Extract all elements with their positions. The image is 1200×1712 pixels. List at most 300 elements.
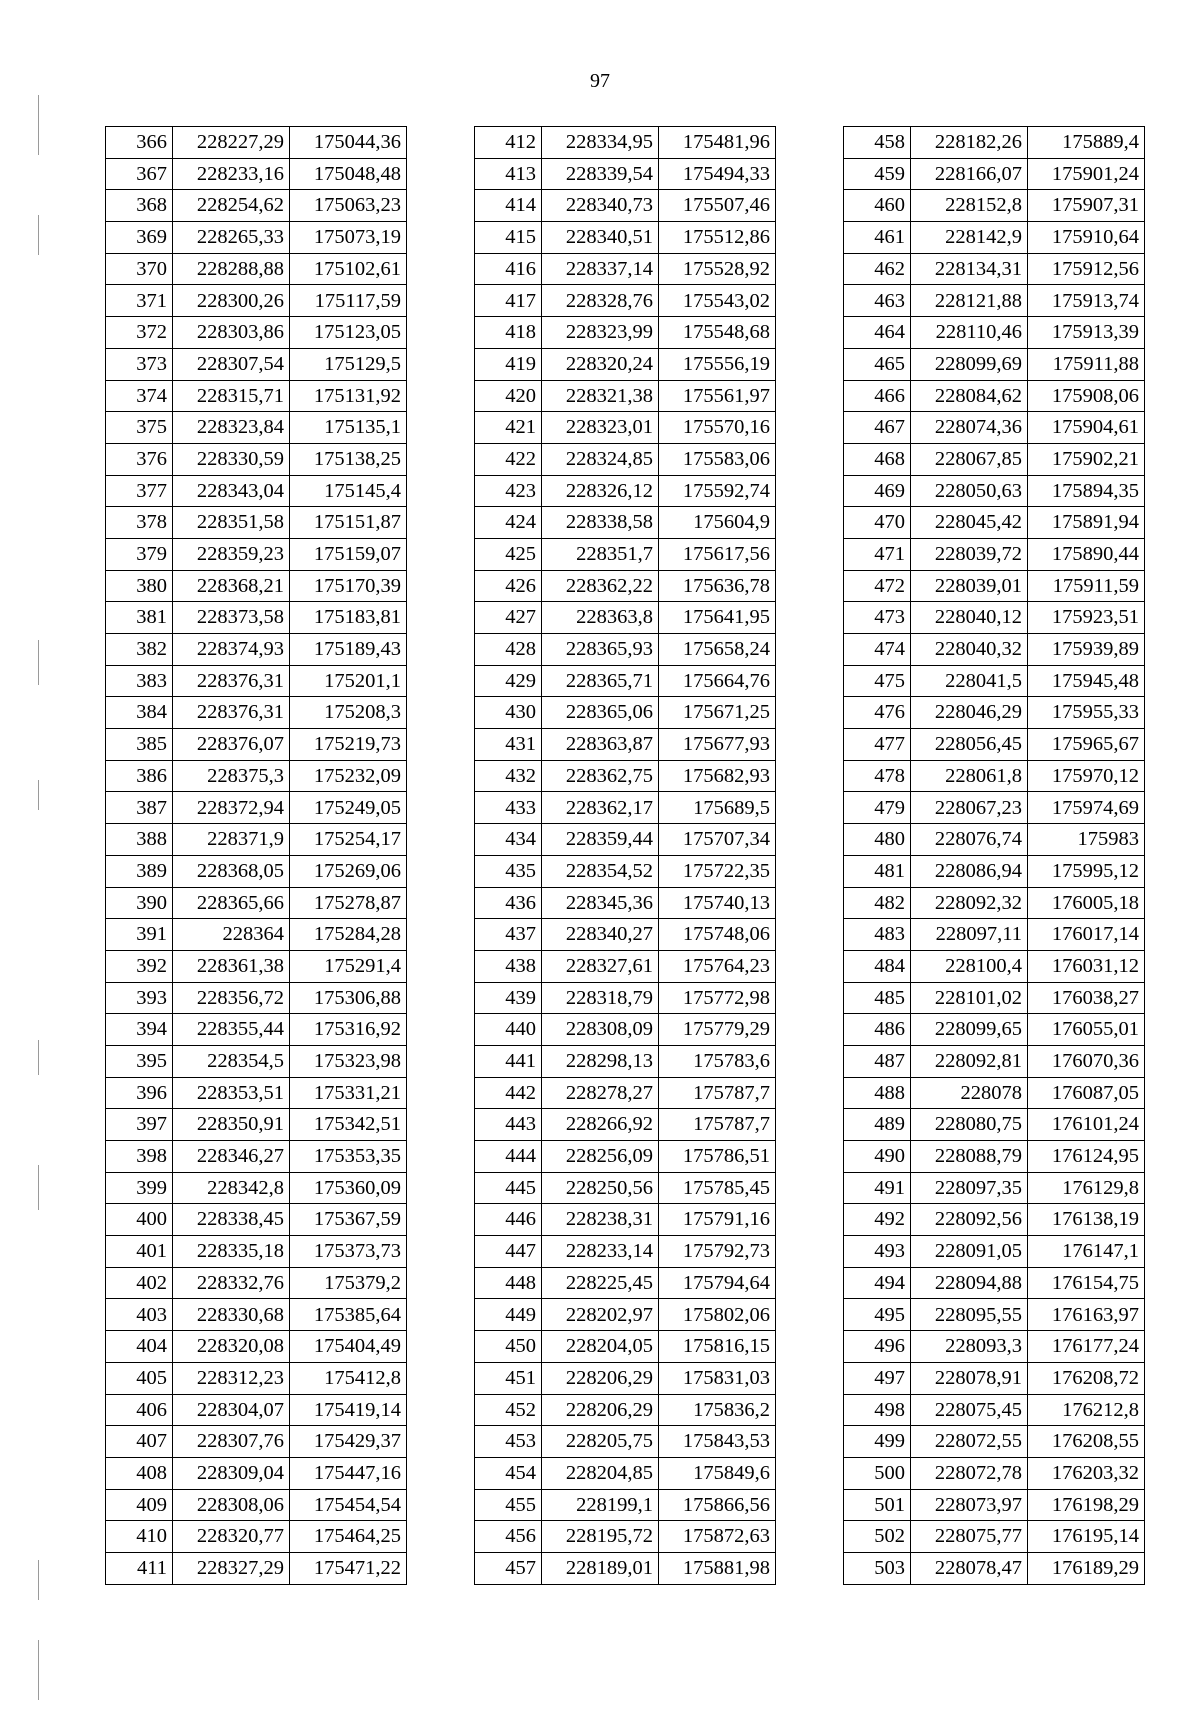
- point-number-cell: 468: [844, 443, 911, 475]
- y-coordinate-cell: 175494,33: [659, 158, 776, 190]
- point-number-cell: 396: [106, 1077, 173, 1109]
- x-coordinate-cell: 228340,27: [542, 919, 659, 951]
- x-coordinate-cell: 228320,24: [542, 348, 659, 380]
- x-coordinate-cell: 228225,45: [542, 1267, 659, 1299]
- x-coordinate-cell: 228338,58: [542, 507, 659, 539]
- y-coordinate-cell: 175249,05: [290, 792, 407, 824]
- y-coordinate-cell: 175786,51: [659, 1141, 776, 1173]
- point-number-cell: 486: [844, 1014, 911, 1046]
- table-row: [475, 253, 776, 285]
- y-coordinate-cell: 175682,93: [659, 760, 776, 792]
- point-number-cell: 483: [844, 919, 911, 951]
- table-row: [475, 950, 776, 982]
- table-row: [844, 380, 1145, 412]
- point-number-cell: 450: [475, 1331, 542, 1363]
- point-number-cell: 374: [106, 380, 173, 412]
- point-number-cell: 484: [844, 950, 911, 982]
- point-number-cell: 496: [844, 1331, 911, 1363]
- point-number-cell: 388: [106, 824, 173, 856]
- table-row: [106, 158, 407, 190]
- table-row: [844, 729, 1145, 761]
- point-number-cell: 430: [475, 697, 542, 729]
- table-row: [475, 1172, 776, 1204]
- y-coordinate-cell: 175902,21: [1028, 443, 1145, 475]
- y-coordinate-cell: 175677,93: [659, 729, 776, 761]
- x-coordinate-cell: 228088,79: [911, 1141, 1028, 1173]
- y-coordinate-cell: 175159,07: [290, 538, 407, 570]
- x-coordinate-cell: 228080,75: [911, 1109, 1028, 1141]
- point-number-cell: 466: [844, 380, 911, 412]
- y-coordinate-cell: 175232,09: [290, 760, 407, 792]
- x-coordinate-cell: 228330,68: [173, 1299, 290, 1331]
- table-row: [475, 1236, 776, 1268]
- x-coordinate-cell: 228343,04: [173, 475, 290, 507]
- table-row: [106, 729, 407, 761]
- x-coordinate-cell: 228364: [173, 919, 290, 951]
- x-coordinate-cell: 228359,44: [542, 824, 659, 856]
- point-number-cell: 438: [475, 950, 542, 982]
- point-number-cell: 385: [106, 729, 173, 761]
- x-coordinate-cell: 228340,73: [542, 190, 659, 222]
- y-coordinate-cell: 175353,35: [290, 1141, 407, 1173]
- point-number-cell: 366: [106, 127, 173, 159]
- table-row: [106, 475, 407, 507]
- table-row: [106, 570, 407, 602]
- x-coordinate-cell: 228362,17: [542, 792, 659, 824]
- y-coordinate-cell: 175464,25: [290, 1521, 407, 1553]
- table-row: [106, 1045, 407, 1077]
- point-number-cell: 456: [475, 1521, 542, 1553]
- table-row: [475, 1394, 776, 1426]
- x-coordinate-cell: 228371,9: [173, 824, 290, 856]
- x-coordinate-cell: 228340,51: [542, 222, 659, 254]
- x-coordinate-cell: 228376,07: [173, 729, 290, 761]
- table-row: [475, 1014, 776, 1046]
- table-row: [844, 634, 1145, 666]
- y-coordinate-cell: 175664,76: [659, 665, 776, 697]
- point-number-cell: 499: [844, 1426, 911, 1458]
- table-row: [475, 634, 776, 666]
- point-number-cell: 434: [475, 824, 542, 856]
- table-row: [844, 602, 1145, 634]
- point-number-cell: 384: [106, 697, 173, 729]
- y-coordinate-cell: 175965,67: [1028, 729, 1145, 761]
- y-coordinate-cell: 175785,45: [659, 1172, 776, 1204]
- point-number-cell: 406: [106, 1394, 173, 1426]
- y-coordinate-cell: 175507,46: [659, 190, 776, 222]
- point-number-cell: 397: [106, 1109, 173, 1141]
- point-number-cell: 405: [106, 1362, 173, 1394]
- x-coordinate-cell: 228076,74: [911, 824, 1028, 856]
- table-row: [475, 507, 776, 539]
- table-row: [106, 127, 407, 159]
- point-number-cell: 423: [475, 475, 542, 507]
- x-coordinate-cell: 228354,52: [542, 855, 659, 887]
- table-row: [844, 443, 1145, 475]
- x-coordinate-cell: 228040,12: [911, 602, 1028, 634]
- x-coordinate-cell: 228346,27: [173, 1141, 290, 1173]
- point-number-cell: 441: [475, 1045, 542, 1077]
- point-number-cell: 492: [844, 1204, 911, 1236]
- x-coordinate-cell: 228288,88: [173, 253, 290, 285]
- point-number-cell: 448: [475, 1267, 542, 1299]
- point-number-cell: 469: [844, 475, 911, 507]
- x-coordinate-cell: 228265,33: [173, 222, 290, 254]
- point-number-cell: 473: [844, 602, 911, 634]
- table-row: [475, 982, 776, 1014]
- table-row: [844, 570, 1145, 602]
- table-row: [106, 792, 407, 824]
- table-row: [106, 887, 407, 919]
- point-number-cell: 455: [475, 1489, 542, 1521]
- x-coordinate-cell: 228091,05: [911, 1236, 1028, 1268]
- x-coordinate-cell: 228320,77: [173, 1521, 290, 1553]
- x-coordinate-cell: 228376,31: [173, 665, 290, 697]
- point-number-cell: 431: [475, 729, 542, 761]
- y-coordinate-cell: 175904,61: [1028, 412, 1145, 444]
- x-coordinate-cell: 228315,71: [173, 380, 290, 412]
- x-coordinate-cell: 228375,3: [173, 760, 290, 792]
- y-coordinate-cell: 175447,16: [290, 1457, 407, 1489]
- x-coordinate-cell: 228086,94: [911, 855, 1028, 887]
- y-coordinate-cell: 175894,35: [1028, 475, 1145, 507]
- y-coordinate-cell: 175570,16: [659, 412, 776, 444]
- x-coordinate-cell: 228199,1: [542, 1489, 659, 1521]
- table-row: [106, 1267, 407, 1299]
- point-number-cell: 373: [106, 348, 173, 380]
- table-row: [844, 982, 1145, 1014]
- y-coordinate-cell: 175913,39: [1028, 317, 1145, 349]
- x-coordinate-cell: 228206,29: [542, 1394, 659, 1426]
- y-coordinate-cell: 176005,18: [1028, 887, 1145, 919]
- point-number-cell: 426: [475, 570, 542, 602]
- x-coordinate-cell: 228166,07: [911, 158, 1028, 190]
- y-coordinate-cell: 175583,06: [659, 443, 776, 475]
- point-number-cell: 383: [106, 665, 173, 697]
- x-coordinate-cell: 228337,14: [542, 253, 659, 285]
- point-number-cell: 488: [844, 1077, 911, 1109]
- x-coordinate-cell: 228300,26: [173, 285, 290, 317]
- y-coordinate-cell: 175512,86: [659, 222, 776, 254]
- x-coordinate-cell: 228204,05: [542, 1331, 659, 1363]
- point-number-cell: 440: [475, 1014, 542, 1046]
- point-number-cell: 407: [106, 1426, 173, 1458]
- point-number-cell: 408: [106, 1457, 173, 1489]
- table-row: [106, 190, 407, 222]
- y-coordinate-cell: 175201,1: [290, 665, 407, 697]
- table-row: [106, 253, 407, 285]
- table-row: [475, 1426, 776, 1458]
- x-coordinate-cell: 228354,5: [173, 1045, 290, 1077]
- point-number-cell: 417: [475, 285, 542, 317]
- x-coordinate-cell: 228238,31: [542, 1204, 659, 1236]
- y-coordinate-cell: 175548,68: [659, 317, 776, 349]
- x-coordinate-cell: 228100,4: [911, 950, 1028, 982]
- point-number-cell: 503: [844, 1552, 911, 1584]
- x-coordinate-cell: 228368,05: [173, 855, 290, 887]
- x-coordinate-cell: 228134,31: [911, 253, 1028, 285]
- coordinates-table-3: [843, 126, 1145, 1585]
- table-row: [844, 127, 1145, 159]
- point-number-cell: 497: [844, 1362, 911, 1394]
- x-coordinate-cell: 228067,85: [911, 443, 1028, 475]
- x-coordinate-cell: 228195,72: [542, 1521, 659, 1553]
- point-number-cell: 395: [106, 1045, 173, 1077]
- table-row: [475, 570, 776, 602]
- x-coordinate-cell: 228233,16: [173, 158, 290, 190]
- table-row: [106, 1457, 407, 1489]
- point-number-cell: 420: [475, 380, 542, 412]
- table-row: [844, 317, 1145, 349]
- y-coordinate-cell: 175748,06: [659, 919, 776, 951]
- point-number-cell: 422: [475, 443, 542, 475]
- y-coordinate-cell: 175816,15: [659, 1331, 776, 1363]
- x-coordinate-cell: 228363,87: [542, 729, 659, 761]
- y-coordinate-cell: 175802,06: [659, 1299, 776, 1331]
- table-row: [475, 1299, 776, 1331]
- x-coordinate-cell: 228373,58: [173, 602, 290, 634]
- point-number-cell: 432: [475, 760, 542, 792]
- x-coordinate-cell: 228039,01: [911, 570, 1028, 602]
- y-coordinate-cell: 175481,96: [659, 127, 776, 159]
- x-coordinate-cell: 228323,01: [542, 412, 659, 444]
- point-number-cell: 380: [106, 570, 173, 602]
- table-row: [844, 919, 1145, 951]
- y-coordinate-cell: 175787,7: [659, 1109, 776, 1141]
- table-row: [475, 1552, 776, 1584]
- point-number-cell: 418: [475, 317, 542, 349]
- table-row: [475, 348, 776, 380]
- point-number-cell: 445: [475, 1172, 542, 1204]
- x-coordinate-cell: 228323,99: [542, 317, 659, 349]
- table-row: [844, 1014, 1145, 1046]
- y-coordinate-cell: 175791,16: [659, 1204, 776, 1236]
- x-coordinate-cell: 228078,47: [911, 1552, 1028, 1584]
- y-coordinate-cell: 175740,13: [659, 887, 776, 919]
- table-row: [844, 1141, 1145, 1173]
- point-number-cell: 487: [844, 1045, 911, 1077]
- y-coordinate-cell: 176138,19: [1028, 1204, 1145, 1236]
- y-coordinate-cell: 175063,23: [290, 190, 407, 222]
- y-coordinate-cell: 175907,31: [1028, 190, 1145, 222]
- y-coordinate-cell: 175866,56: [659, 1489, 776, 1521]
- table-row: [844, 760, 1145, 792]
- point-number-cell: 459: [844, 158, 911, 190]
- x-coordinate-cell: 228227,29: [173, 127, 290, 159]
- table-row: [106, 380, 407, 412]
- y-coordinate-cell: 175269,06: [290, 855, 407, 887]
- table-row: [106, 443, 407, 475]
- point-number-cell: 400: [106, 1204, 173, 1236]
- point-number-cell: 411: [106, 1552, 173, 1584]
- x-coordinate-cell: 228365,66: [173, 887, 290, 919]
- coordinates-table-1: [105, 126, 407, 1585]
- table-row: [475, 824, 776, 856]
- point-number-cell: 498: [844, 1394, 911, 1426]
- y-coordinate-cell: 175783,6: [659, 1045, 776, 1077]
- table-row: [475, 792, 776, 824]
- table-row: [844, 507, 1145, 539]
- y-coordinate-cell: 175889,4: [1028, 127, 1145, 159]
- y-coordinate-cell: 175831,03: [659, 1362, 776, 1394]
- point-number-cell: 471: [844, 538, 911, 570]
- table-row: [475, 1267, 776, 1299]
- table-row: [844, 1331, 1145, 1363]
- y-coordinate-cell: 176070,36: [1028, 1045, 1145, 1077]
- table-row: [106, 1552, 407, 1584]
- table-row: [106, 1362, 407, 1394]
- table-row: [475, 127, 776, 159]
- table-row: [106, 507, 407, 539]
- point-number-cell: 424: [475, 507, 542, 539]
- table-row: [106, 1014, 407, 1046]
- coordinates-table-2: [474, 126, 776, 1585]
- y-coordinate-cell: 175913,74: [1028, 285, 1145, 317]
- table-row: [106, 1172, 407, 1204]
- y-coordinate-cell: 175945,48: [1028, 665, 1145, 697]
- y-coordinate-cell: 175284,28: [290, 919, 407, 951]
- y-coordinate-cell: 175912,56: [1028, 253, 1145, 285]
- x-coordinate-cell: 228205,75: [542, 1426, 659, 1458]
- x-coordinate-cell: 228045,42: [911, 507, 1028, 539]
- table-row: [844, 887, 1145, 919]
- y-coordinate-cell: 176208,72: [1028, 1362, 1145, 1394]
- table-row: [106, 602, 407, 634]
- y-coordinate-cell: 176203,32: [1028, 1457, 1145, 1489]
- point-number-cell: 433: [475, 792, 542, 824]
- x-coordinate-cell: 228075,45: [911, 1394, 1028, 1426]
- point-number-cell: 475: [844, 665, 911, 697]
- y-coordinate-cell: 176147,1: [1028, 1236, 1145, 1268]
- point-number-cell: 409: [106, 1489, 173, 1521]
- x-coordinate-cell: 228256,09: [542, 1141, 659, 1173]
- point-number-cell: 428: [475, 634, 542, 666]
- point-number-cell: 457: [475, 1552, 542, 1584]
- x-coordinate-cell: 228323,84: [173, 412, 290, 444]
- x-coordinate-cell: 228353,51: [173, 1077, 290, 1109]
- point-number-cell: 419: [475, 348, 542, 380]
- table-row: [475, 412, 776, 444]
- x-coordinate-cell: 228330,59: [173, 443, 290, 475]
- table-row: [475, 158, 776, 190]
- table-row: [844, 1299, 1145, 1331]
- x-coordinate-cell: 228142,9: [911, 222, 1028, 254]
- x-coordinate-cell: 228303,86: [173, 317, 290, 349]
- point-number-cell: 379: [106, 538, 173, 570]
- table-row: [844, 665, 1145, 697]
- point-number-cell: 377: [106, 475, 173, 507]
- x-coordinate-cell: 228056,45: [911, 729, 1028, 761]
- y-coordinate-cell: 175617,56: [659, 538, 776, 570]
- point-number-cell: 404: [106, 1331, 173, 1363]
- x-coordinate-cell: 228266,92: [542, 1109, 659, 1141]
- point-number-cell: 390: [106, 887, 173, 919]
- y-coordinate-cell: 175794,64: [659, 1267, 776, 1299]
- x-coordinate-cell: 228365,71: [542, 665, 659, 697]
- y-coordinate-cell: 175331,21: [290, 1077, 407, 1109]
- table-row: [844, 285, 1145, 317]
- y-coordinate-cell: 175641,95: [659, 602, 776, 634]
- point-number-cell: 495: [844, 1299, 911, 1331]
- table-row: [475, 285, 776, 317]
- x-coordinate-cell: 228046,29: [911, 697, 1028, 729]
- table-row: [475, 729, 776, 761]
- point-number-cell: 393: [106, 982, 173, 1014]
- x-coordinate-cell: 228356,72: [173, 982, 290, 1014]
- x-coordinate-cell: 228298,13: [542, 1045, 659, 1077]
- point-number-cell: 413: [475, 158, 542, 190]
- y-coordinate-cell: 175910,64: [1028, 222, 1145, 254]
- point-number-cell: 491: [844, 1172, 911, 1204]
- point-number-cell: 394: [106, 1014, 173, 1046]
- y-coordinate-cell: 175291,4: [290, 950, 407, 982]
- y-coordinate-cell: 175419,14: [290, 1394, 407, 1426]
- point-number-cell: 462: [844, 253, 911, 285]
- y-coordinate-cell: 175131,92: [290, 380, 407, 412]
- table-row: [106, 950, 407, 982]
- x-coordinate-cell: 228308,09: [542, 1014, 659, 1046]
- point-number-cell: 443: [475, 1109, 542, 1141]
- x-coordinate-cell: 228152,8: [911, 190, 1028, 222]
- point-number-cell: 416: [475, 253, 542, 285]
- table-row: [475, 443, 776, 475]
- x-coordinate-cell: 228061,8: [911, 760, 1028, 792]
- x-coordinate-cell: 228074,36: [911, 412, 1028, 444]
- point-number-cell: 391: [106, 919, 173, 951]
- y-coordinate-cell: 175471,22: [290, 1552, 407, 1584]
- x-coordinate-cell: 228368,21: [173, 570, 290, 602]
- point-number-cell: 502: [844, 1521, 911, 1553]
- point-number-cell: 485: [844, 982, 911, 1014]
- point-number-cell: 470: [844, 507, 911, 539]
- point-number-cell: 481: [844, 855, 911, 887]
- y-coordinate-cell: 175779,29: [659, 1014, 776, 1046]
- x-coordinate-cell: 228318,79: [542, 982, 659, 1014]
- point-number-cell: 387: [106, 792, 173, 824]
- x-coordinate-cell: 228338,45: [173, 1204, 290, 1236]
- point-number-cell: 501: [844, 1489, 911, 1521]
- table-row: [844, 855, 1145, 887]
- x-coordinate-cell: 228204,85: [542, 1457, 659, 1489]
- table-row: [106, 1236, 407, 1268]
- point-number-cell: 472: [844, 570, 911, 602]
- point-number-cell: 381: [106, 602, 173, 634]
- point-number-cell: 493: [844, 1236, 911, 1268]
- y-coordinate-cell: 175843,53: [659, 1426, 776, 1458]
- x-coordinate-cell: 228332,76: [173, 1267, 290, 1299]
- x-coordinate-cell: 228327,29: [173, 1552, 290, 1584]
- x-coordinate-cell: 228321,38: [542, 380, 659, 412]
- x-coordinate-cell: 228309,04: [173, 1457, 290, 1489]
- x-coordinate-cell: 228362,22: [542, 570, 659, 602]
- table-row: [106, 348, 407, 380]
- y-coordinate-cell: 176087,05: [1028, 1077, 1145, 1109]
- x-coordinate-cell: 228324,85: [542, 443, 659, 475]
- x-coordinate-cell: 228334,95: [542, 127, 659, 159]
- point-number-cell: 367: [106, 158, 173, 190]
- x-coordinate-cell: 228320,08: [173, 1331, 290, 1363]
- y-coordinate-cell: 175923,51: [1028, 602, 1145, 634]
- x-coordinate-cell: 228094,88: [911, 1267, 1028, 1299]
- point-number-cell: 477: [844, 729, 911, 761]
- point-number-cell: 398: [106, 1141, 173, 1173]
- x-coordinate-cell: 228078: [911, 1077, 1028, 1109]
- table-row: [844, 158, 1145, 190]
- table-row: [106, 1426, 407, 1458]
- y-coordinate-cell: 176038,27: [1028, 982, 1145, 1014]
- x-coordinate-cell: 228202,97: [542, 1299, 659, 1331]
- table-row: [844, 1236, 1145, 1268]
